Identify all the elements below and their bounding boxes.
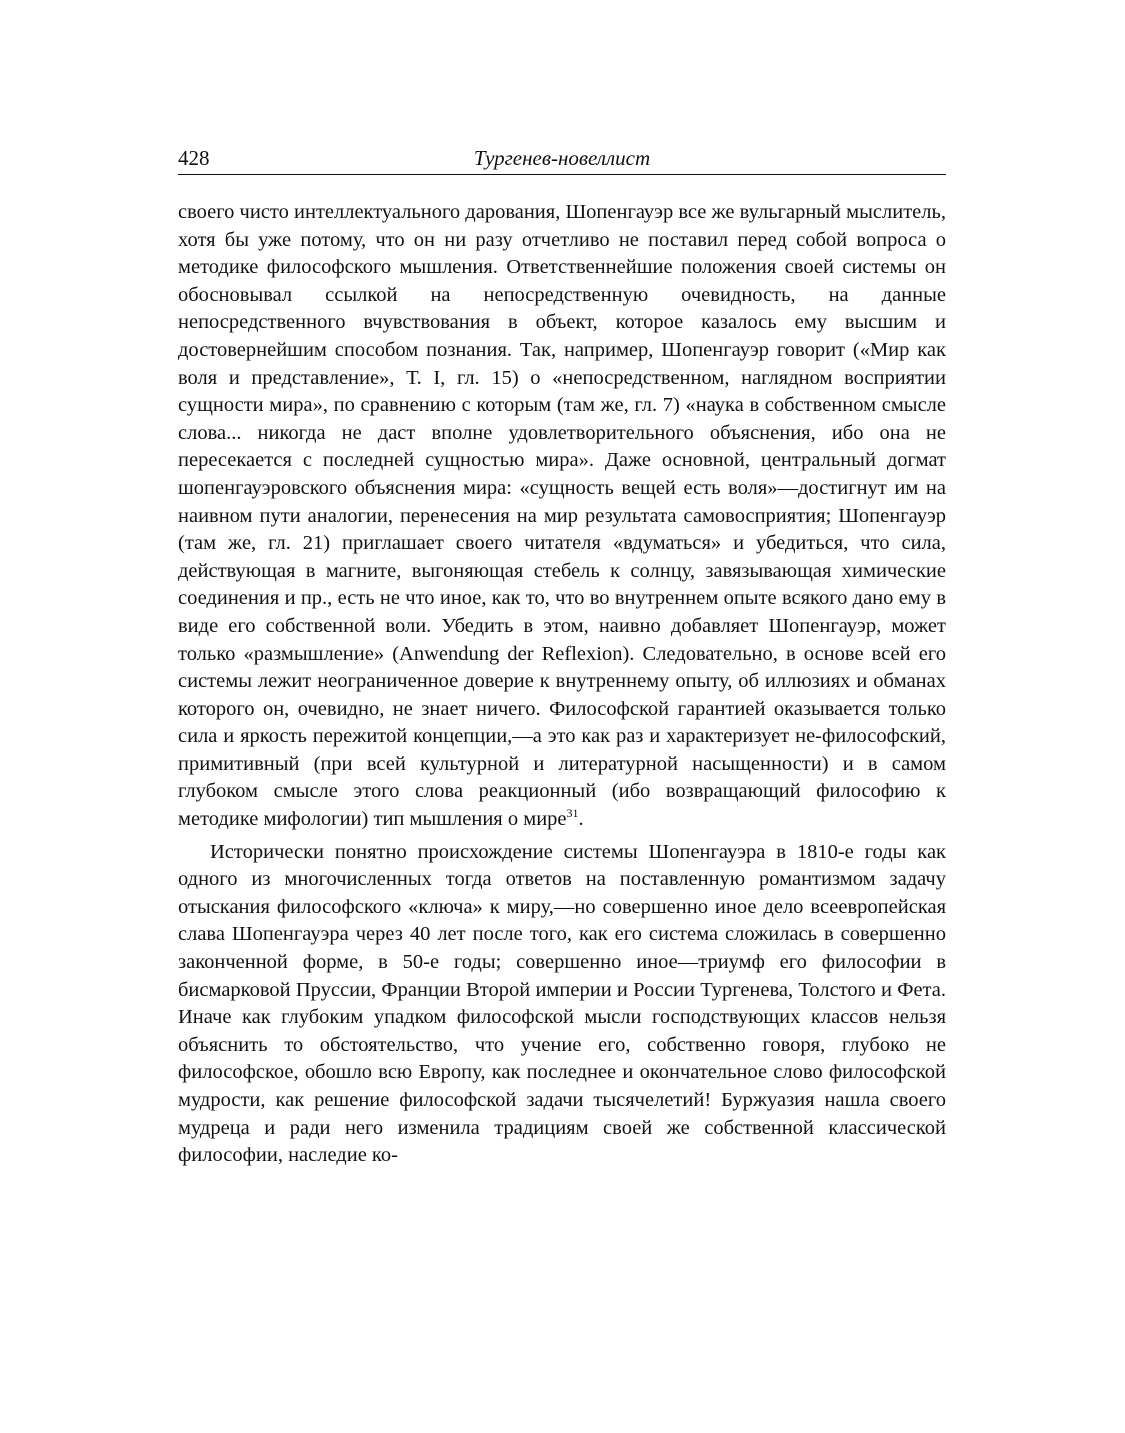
paragraph-1-end: .	[578, 808, 584, 831]
footnote-reference: 31	[566, 806, 579, 821]
body-text	[178, 199, 946, 1170]
paragraph-2-text: Исторически понятно происхождение системы Шопенгауэра в 1810-е годы как одного из многочисленных тогда ответов на поставленную романтизмом задачу отыскания философского «ключа» к миру,—но совершенно иное дело всеевропейская слава Шопенгауэра через 40 лет после того, как его система сложилась в совершенно законченной форме, в 50-е годы; совершенно иное—триумф его философии в бисмарковой Пруссии, Франции Второй империи и России Тургенева, Толстого и Фета. Иначе как глубоким упадком философской мысли господствующих классов нельзя объяснить то обстоятельство, что учение его, собственно говоря, глубоко не философское, обошло всю Европу, как последнее и окончательное слово философской мудрости, как решение философской задачи тысячелетий! Буржуазия нашла своего мудреца и ради него изменила традициям своей же собственной классической философии, наследие ко-	[178, 840, 946, 1167]
running-header	[178, 140, 946, 175]
paragraph-2	[178, 839, 946, 1170]
running-title: Тургенев-новеллист	[473, 146, 651, 170]
book-page	[178, 140, 946, 1170]
paragraph-1	[178, 199, 946, 834]
page-number: 428	[178, 146, 210, 170]
paragraph-1-text: своего чисто интеллектуального дарования, Шопенгауэр все же вульгарный мыслитель, хотя бы уже потому, что он ни разу отчетливо не поставил перед собой вопроса о методике философского мышления. Ответственнейшие положения своей системы он обосновывал ссылкой на непосредственную очевидность, на данные непосредственного вчувствования в объект, которое казалось ему высшим и достовернейшим способом познания. Так, например, Шопенгауэр говорит («Мир как воля и представление», Т. I, гл. 15) о «непосредственном, наглядном восприятии сущности мира», по сравнению с которым (там же, гл. 7) «наука в собственном смысле слова... никогда не даст вполне удовлетворительного объяснения, ибо она не пересекается с последней сущностью мира». Даже основной, центральный догмат шопенгауэровского объяснения мира: «сущность вещей есть воля»—достигнут им на наивном пути аналогии, перенесения на мир результата самовосприятия; Шопенгауэр (там же, гл. 21) приглашает своего читателя «вдуматься» и убедиться, что сила, действующая в магните, выгоняющая стебель к солнцу, завязывающая химические соединения и пр., есть не что иное, как то, что во внутреннем опыте всякого дано ему в виде его собственной воли. Убедить в этом, наивно добавляет Шопенгауэр, может только «размышление» (Anwendung der Reflexion). Следовательно, в основе всей его системы лежит неограниченное доверие к внутреннему опыту, об иллюзиях и обманах которого он, очевидно, не знает ничего. Философской гарантией оказывается только сила и яркость пережитой концепции,—а это как раз и характеризует не-философский, примитивный (при всей культурной и литературной насыщенности) и в самом глубоком смысле этого слова реакционный (ибо возвращающий философию к методике мифологии) тип мышления о мире	[178, 201, 946, 831]
